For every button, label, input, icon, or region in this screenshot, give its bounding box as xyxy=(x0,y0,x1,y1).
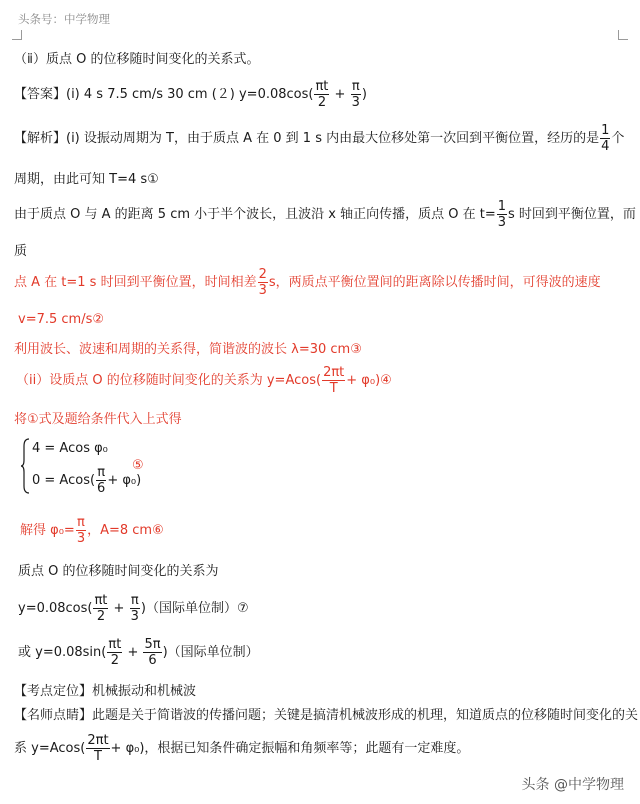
numerator: π xyxy=(77,515,85,530)
fraction xyxy=(351,80,361,109)
red-text: ，A=8 cm⑥ xyxy=(87,523,164,538)
red-text: s，两质点平衡位置间的距离除以传播时间，可得波的速度 xyxy=(268,275,601,290)
numerator: 1 xyxy=(497,199,506,214)
analysis-text: 个 xyxy=(611,131,625,146)
fraction xyxy=(93,594,108,623)
result-line-2 xyxy=(18,594,249,623)
handwritten-line-6 xyxy=(20,516,164,545)
answer-text: 【答案】(ⅰ) 4 s 7.5 cm/s 30 cm (２) y=0.08cos( xyxy=(14,87,314,102)
equation-brace xyxy=(20,438,30,494)
fraction xyxy=(600,124,610,153)
red-text: （ii）设质点 O 的位移随时间变化的关系为 y=Acos( xyxy=(16,373,322,388)
denominator: 6 xyxy=(97,481,106,496)
fraction xyxy=(258,268,268,297)
corner-mark-right xyxy=(618,30,628,40)
handwritten-line-3: 利用波长、波速和周期的关系得，简谐波的波长 λ=30 cm③ xyxy=(14,342,362,357)
result-text: 或 y=0.08sin( xyxy=(18,645,107,660)
kaodian-line: 【考点定位】机械振动和机械波 xyxy=(14,684,197,699)
comment-line-1: 【名师点睛】此题是关于简谐波的传播问题；关键是搞清机械波形成的机理，知道质点的位移随时间变化的关 xyxy=(14,708,639,723)
comment-text: 系 y=Acos( xyxy=(14,741,86,756)
denominator: T xyxy=(86,748,109,763)
denominator: T xyxy=(322,380,345,395)
footer-watermark: 头条 @中学物理 xyxy=(521,777,624,793)
answer-line xyxy=(14,80,367,109)
equation-line-2 xyxy=(32,466,141,495)
denominator: 3 xyxy=(497,215,506,230)
red-text: 点 A 在 t=1 s 时回到平衡位置，时间相差 xyxy=(14,275,257,290)
close-paren: ) xyxy=(361,87,367,102)
plus-sign: + xyxy=(109,601,129,616)
fraction xyxy=(107,638,122,667)
fraction xyxy=(96,466,106,495)
denominator: 2 xyxy=(93,608,108,623)
numerator: 2 xyxy=(258,267,267,282)
question-part-2: （ⅱ）质点 O 的位移随时间变化的关系式。 xyxy=(14,52,260,67)
equation-line-1: 4 = Acos φ₀ xyxy=(32,441,108,456)
equation-marker: ⑤ xyxy=(132,458,144,473)
comment-line-2 xyxy=(14,734,469,763)
result-text: )（国际单位制）⑦ xyxy=(140,601,249,616)
numerator: 5π xyxy=(144,637,161,652)
numerator: 1 xyxy=(601,123,610,138)
fraction xyxy=(322,366,345,395)
analysis-line-2: 周期，由此可知 T=4 s① xyxy=(14,172,159,187)
result-text: )（国际单位制） xyxy=(162,645,259,660)
result-text: y=0.08cos( xyxy=(18,601,93,616)
result-line-3 xyxy=(18,638,259,667)
numerator: πt xyxy=(94,593,108,608)
numerator: 2πt xyxy=(323,365,345,380)
header-watermark: 头条号：中学物理 xyxy=(18,12,110,26)
corner-mark-left xyxy=(12,30,22,40)
fraction xyxy=(143,638,161,667)
handwritten-line-2: v=7.5 cm/s② xyxy=(18,312,105,327)
red-text: + φ₀)④ xyxy=(346,373,392,388)
analysis-line-1 xyxy=(14,124,624,153)
equation-text: 0 = Acos( xyxy=(32,473,96,488)
plus-sign: + xyxy=(123,645,143,660)
numerator: π xyxy=(351,79,360,94)
handwritten-line-4 xyxy=(16,366,392,395)
analysis-line-3 xyxy=(14,200,636,229)
numerator: π xyxy=(97,465,106,480)
handwritten-line-5: 将①式及题给条件代入上式得 xyxy=(14,412,182,427)
equation-text: + φ₀) xyxy=(107,473,142,488)
numerator: πt xyxy=(315,79,329,94)
denominator: 2 xyxy=(107,652,122,667)
analysis-text: 由于质点 O 与 A 的距离 5 cm 小于半个波长，且波沿 x 轴正向传播，质点 O 在 t= xyxy=(14,207,496,222)
denominator: 4 xyxy=(601,139,610,154)
analysis-text: 【解析】(ⅰ) 设振动周期为 T，由于质点 A 在 0 到 1 s 内由最大位移处第一次回到平衡位置，经历的是 xyxy=(14,131,600,146)
handwritten-line-1 xyxy=(14,268,601,297)
fraction xyxy=(86,734,109,763)
numerator: 2πt xyxy=(87,733,109,748)
analysis-line-4: 质 xyxy=(14,244,28,259)
denominator: 3 xyxy=(76,531,86,546)
fraction xyxy=(76,516,86,545)
numerator: πt xyxy=(108,637,122,652)
denominator: 3 xyxy=(258,283,267,298)
denominator: 3 xyxy=(351,95,360,110)
plus-sign: + xyxy=(330,87,350,102)
fraction xyxy=(497,200,507,229)
analysis-text: s 时回到平衡位置，而 xyxy=(508,207,636,222)
denominator: 6 xyxy=(143,652,161,667)
denominator: 2 xyxy=(314,94,329,109)
result-line-1: 质点 O 的位移随时间变化的关系为 xyxy=(18,564,219,579)
denominator: 3 xyxy=(130,609,139,624)
fraction xyxy=(130,594,140,623)
red-text: 解得 φ₀= xyxy=(20,523,75,538)
fraction xyxy=(314,80,329,109)
comment-text: + φ₀)，根据已知条件确定振幅和角频率等；此题有一定难度。 xyxy=(110,741,470,756)
numerator: π xyxy=(130,593,139,608)
